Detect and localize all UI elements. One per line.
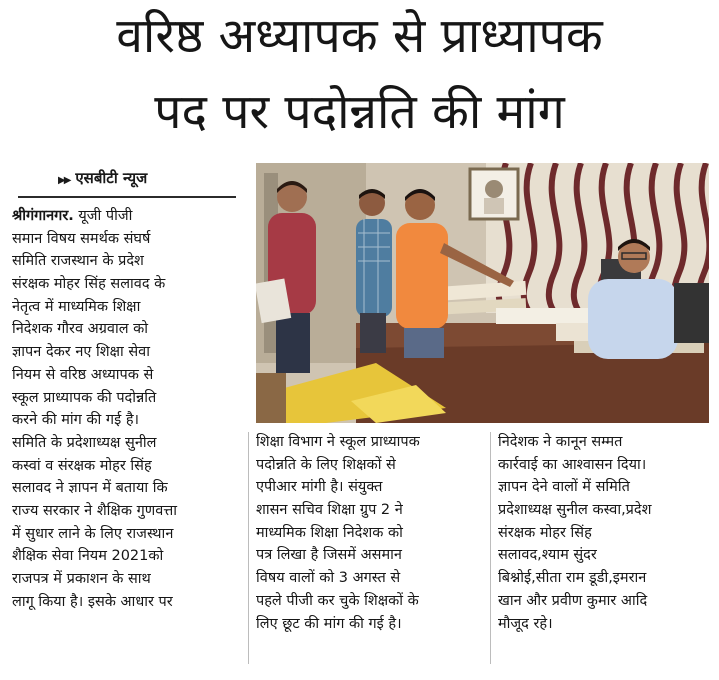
article-line: प्रदेशाध्यक्ष सुनील कस्वा,प्रदेश [498, 502, 652, 519]
article-line: शासन सचिव शिक्षा ग्रुप 2 ने [256, 502, 403, 519]
article-line: खान और प्रवीण कुमार आदि [498, 592, 648, 609]
article-line [12, 205, 244, 228]
article-line: कार्रवाई का आश्वासन दिया। [498, 456, 647, 473]
article-line: कस्वां व संरक्षक मोहर सिंह [12, 457, 152, 474]
article-column-1 [12, 205, 244, 613]
article-line: सलावद ने ज्ञापन में बताया कि [12, 480, 168, 497]
article-line: करने की मांग की गई है। [12, 412, 140, 429]
article-line: सलावद,श्याम सुंदर [498, 547, 597, 564]
article-line: संरक्षक मोहर सिंह सलावद के [12, 276, 166, 293]
article-line: पहले पीजी कर चुके शिक्षकों के [256, 592, 419, 609]
column-divider [490, 432, 491, 664]
article-line: शैक्षिक सेवा नियम 2021को [12, 548, 164, 565]
article-line: संरक्षक मोहर सिंह [498, 524, 592, 541]
article-line: नियम से वरिष्ठ अध्यापक से [12, 366, 154, 383]
article-line: लिए छूट की मांग की गई है। [256, 615, 402, 632]
article-line: स्कूल प्राध्यापक की पदोन्नति [12, 389, 157, 406]
article-line: समिति के प्रदेशाध्यक्ष सुनील [12, 434, 157, 451]
article-line: में सुधार लाने के लिए राजस्थान [12, 525, 174, 542]
article-line: लागू किया है। इसके आधार पर [12, 593, 173, 610]
article-line: राजपत्र में प्रकाशन के साथ [12, 571, 151, 587]
column-divider [248, 432, 249, 664]
article-column-2 [256, 431, 484, 635]
headline-line-1: वरिष्ठ अध्यापक से प्राध्यापक [116, 8, 603, 64]
dateline: श्रीगंगानगर. [12, 208, 74, 224]
double-chevron-icon: ▶▶ [58, 175, 70, 186]
article-line: निदेशक गौरव अग्रवाल को [12, 321, 149, 338]
article-line: पत्र लिखा है जिसमें असमान [256, 547, 402, 564]
article-line: माध्यमिक शिक्षा निदेशक को [256, 524, 403, 541]
byline-rule [18, 196, 236, 198]
article-column-3 [498, 431, 710, 635]
article-line: नेतृत्व में माध्यमिक शिक्षा [12, 298, 141, 315]
article-line: ज्ञापन देने वालों में समिति [498, 479, 630, 496]
article-line: मौजूद रहे। [498, 615, 553, 632]
article-line: निदेशक ने कानून सम्मत [498, 434, 623, 450]
news-photo [256, 163, 709, 423]
article-line: एपीआर मांगी है। संयुक्त [256, 479, 383, 496]
article-line: ज्ञापन देकर नए शिक्षा सेवा [12, 344, 150, 361]
article-line: शिक्षा विभाग ने स्कूल प्राध्यापक [256, 434, 420, 450]
byline-source: एसबीटी न्यूज [75, 169, 148, 187]
article-line: राज्य सरकार ने शैक्षिक गुणवत्ता [12, 502, 178, 519]
article-line: विषय वालों को 3 अगस्त से [256, 570, 401, 587]
article-line: बिश्नोई,सीता राम डूडी,इमरान [498, 570, 647, 587]
article-line: पदोन्नति के लिए शिक्षकों से [256, 456, 396, 473]
byline [58, 168, 218, 188]
article-line: समिति राजस्थान के प्रदेश [12, 253, 144, 270]
article-line-text: यूजी पीजी [78, 208, 133, 224]
headline-line-2: पद पर पदोन्नति की मांग [154, 84, 565, 140]
article-line: समान विषय समर्थक संघर्ष [12, 230, 151, 247]
news-photo-illustration [256, 163, 709, 423]
